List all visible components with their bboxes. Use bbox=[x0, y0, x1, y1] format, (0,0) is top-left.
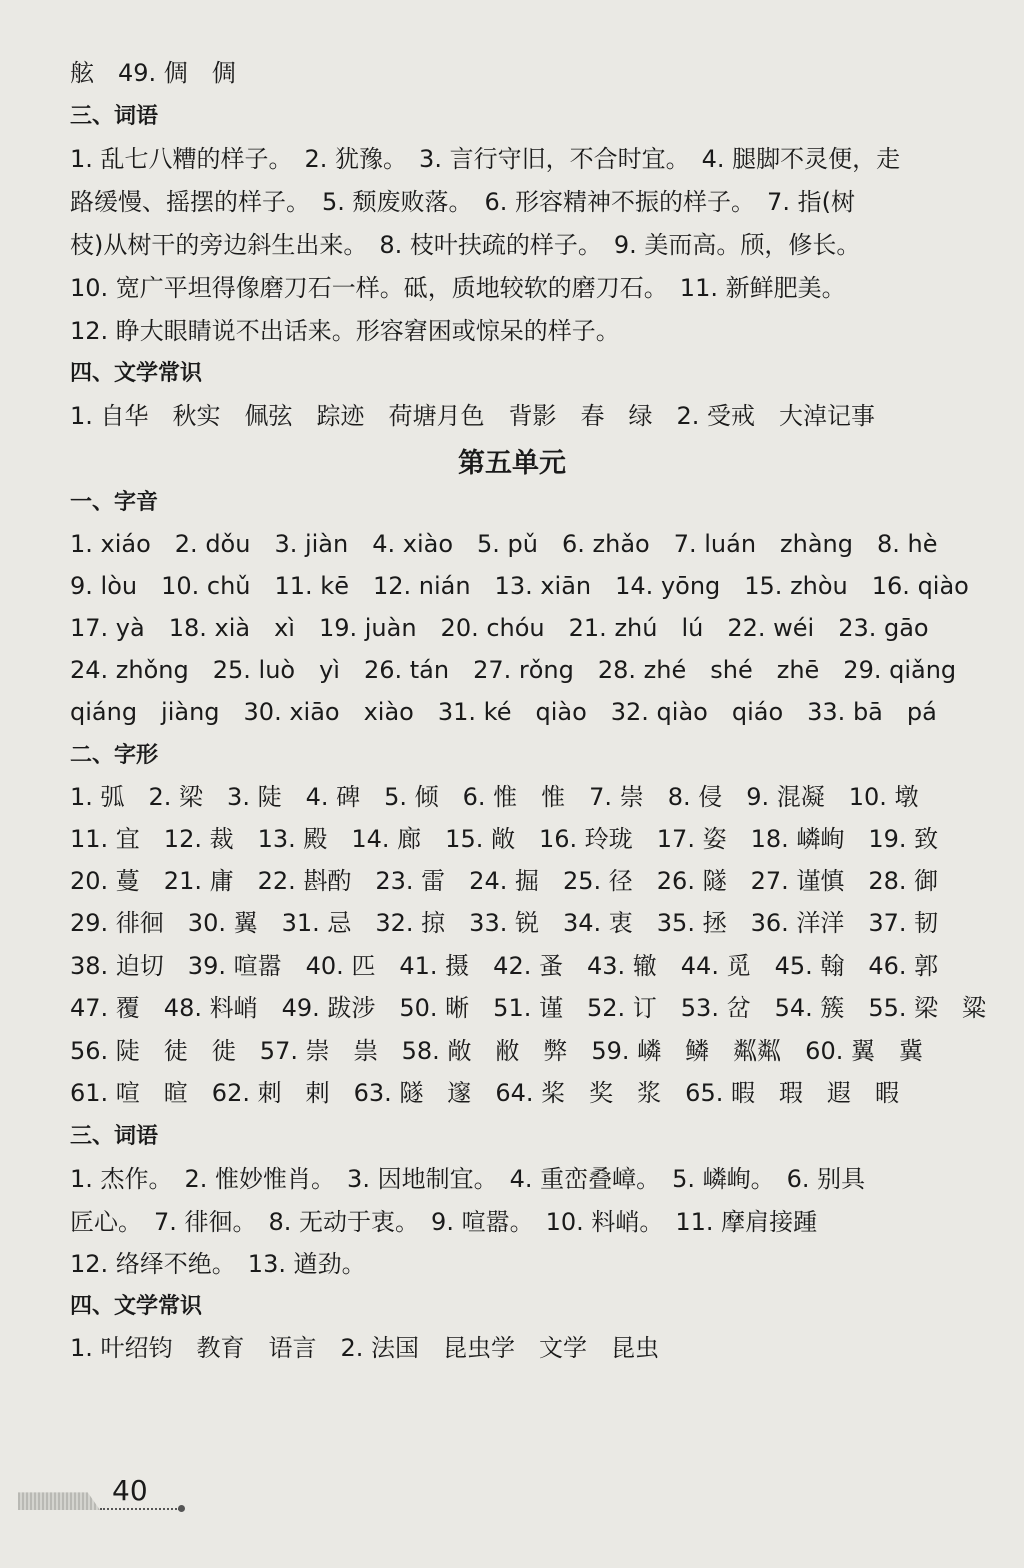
section-heading: 三、词语 bbox=[70, 104, 159, 129]
section-heading: 二、字形 bbox=[70, 743, 159, 768]
text-line: 1. 乱七八糟的样子。 2. 犹豫。 3. 言行守旧，不合时宜。 4. 腿脚不灵便，走 bbox=[70, 145, 901, 173]
text-line: qiáng jiàng 30. xiāo xiào 31. ké qiào 32. qiào qiáo 33. bā pá bbox=[70, 698, 937, 726]
text-line: 61. 喧 暄 62. 刺 剌 63. 隧 邃 64. 桨 奖 浆 65. 暇 瑕 遐 暇 bbox=[70, 1079, 899, 1107]
text-line: 1. 自华 秋实 佩弦 踪迹 荷塘月色 背影 春 绿 2. 受戒 大淖记事 bbox=[70, 402, 876, 430]
text-line: 枝)从树干的旁边斜生出来。 8. 枝叶扶疏的样子。 9. 美而高。颀，修长。 bbox=[70, 231, 861, 259]
text-line: 24. zhǒng 25. luò yì 26. tán 27. rǒng 28. zhé shé zhē 29. qiǎng bbox=[70, 656, 957, 684]
text-line: 20. 蔓 21. 庸 22. 斟酌 23. 雷 24. 掘 25. 径 26. 隧 27. 谨慎 28. 御 bbox=[70, 867, 939, 895]
page-number: 40 bbox=[112, 1474, 148, 1507]
text-line: 12. 睁大眼睛说不出话来。形容窘困或惊呆的样子。 bbox=[70, 317, 620, 345]
text-line: 47. 覆 48. 料峭 49. 跋涉 50. 晰 51. 谨 52. 订 53. 岔 54. 簇 55. 梁 粱 bbox=[70, 994, 987, 1022]
section-heading: 三、词语 bbox=[70, 1124, 159, 1149]
text-line: 38. 迫切 39. 喧嚣 40. 匹 41. 摄 42. 蚤 43. 辙 44. 觅 45. 翰 46. 郭 bbox=[70, 952, 939, 980]
text-line: 12. 络绎不绝。 13. 遒劲。 bbox=[70, 1250, 366, 1278]
text-line: 舷 49. 倜 倜 bbox=[70, 59, 236, 87]
unit-title: 第五单元 bbox=[458, 448, 566, 479]
footer-decoration bbox=[18, 1488, 100, 1510]
text-line: 9. lòu 10. chǔ 11. kē 12. nián 13. xiān 14. yōng 15. zhòu 16. qiào bbox=[70, 572, 969, 600]
text-line: 匠心。 7. 徘徊。 8. 无动于衷。 9. 喧嚣。 10. 料峭。 11. 摩肩接踵 bbox=[70, 1208, 818, 1236]
section-heading: 四、文学常识 bbox=[70, 1294, 203, 1319]
text-line: 17. yà 18. xià xì 19. juàn 20. chóu 21. zhú lú 22. wéi 23. gāo bbox=[70, 614, 929, 642]
text-line: 11. 宜 12. 裁 13. 殿 14. 廊 15. 敞 16. 玲珑 17. 姿 18. 嶙峋 19. 致 bbox=[70, 825, 939, 853]
footer-dot-icon bbox=[178, 1505, 185, 1512]
text-line: 10. 宽广平坦得像磨刀石一样。砥，质地较软的磨刀石。 11. 新鲜肥美。 bbox=[70, 274, 846, 302]
text-line: 29. 徘徊 30. 翼 31. 忌 32. 掠 33. 锐 34. 衷 35. 拯 36. 洋洋 37. 韧 bbox=[70, 909, 939, 937]
text-line: 1. 杰作。 2. 惟妙惟肖。 3. 因地制宜。 4. 重峦叠嶂。 5. 嶙峋。 6. 别具 bbox=[70, 1165, 866, 1193]
section-heading: 四、文学常识 bbox=[70, 361, 203, 386]
text-line: 1. xiáo 2. dǒu 3. jiàn 4. xiào 5. pǔ 6. zhǎo 7. luán zhàng 8. hè bbox=[70, 530, 938, 558]
text-line: 1. 弧 2. 梁 3. 陡 4. 碑 5. 倾 6. 惟 惟 7. 崇 8. 侵 9. 混凝 10. 墩 bbox=[70, 783, 919, 811]
section-heading: 一、字音 bbox=[70, 490, 159, 515]
footer-line bbox=[100, 1508, 180, 1510]
text-line: 1. 叶绍钧 教育 语言 2. 法国 昆虫学 文学 昆虫 bbox=[70, 1334, 660, 1362]
text-line: 路缓慢、摇摆的样子。 5. 颓废败落。 6. 形容精神不振的样子。 7. 指(树 bbox=[70, 188, 855, 216]
text-line: 56. 陡 徒 徙 57. 崇 祟 58. 敞 敝 弊 59. 嶙 鳞 粼粼 60. 翼 冀 bbox=[70, 1037, 923, 1065]
